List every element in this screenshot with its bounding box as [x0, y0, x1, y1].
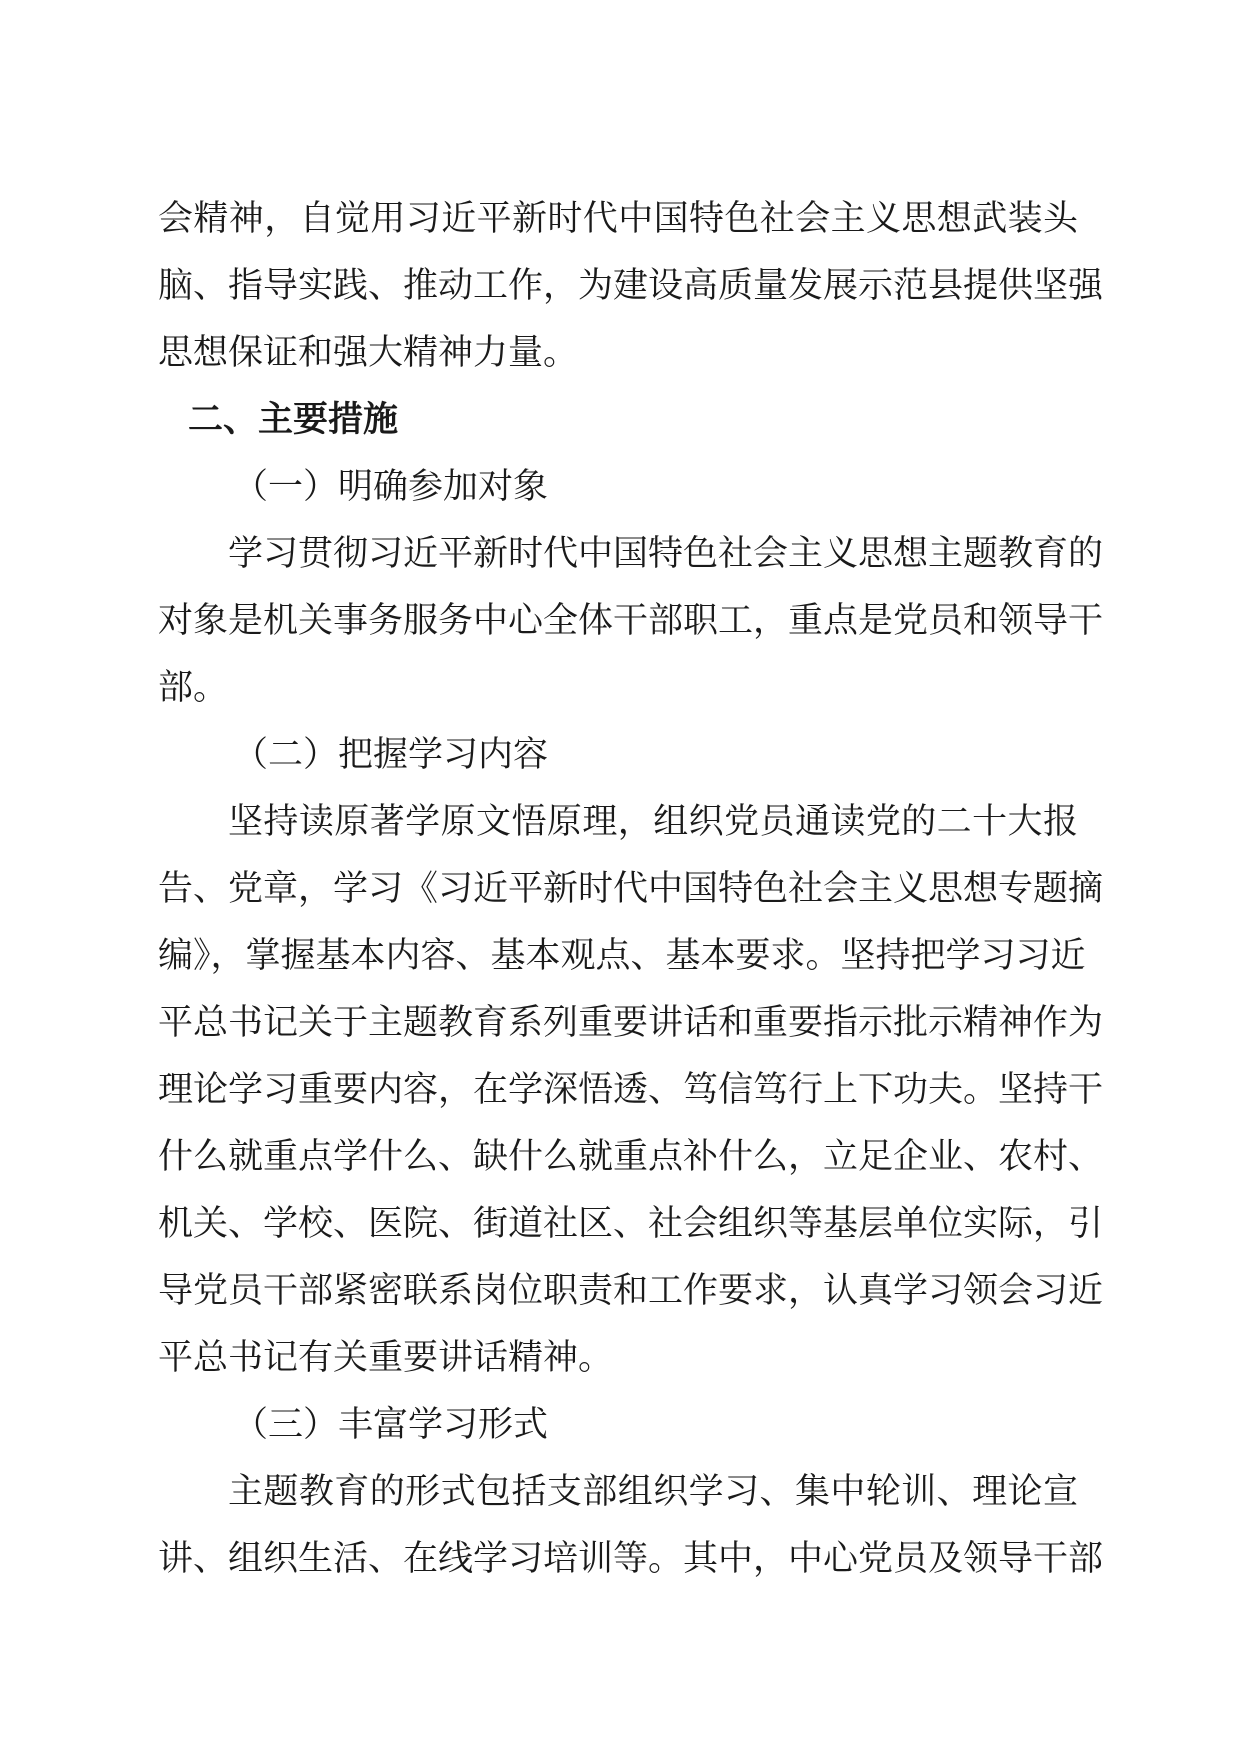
- paragraph-line: 编》，掌握基本内容、基本观点、基本要求。坚持把学习习近: [158, 936, 1086, 976]
- paragraph-line: 主题教育的形式包括支部组织学习、集中轮训、理论宣: [228, 1472, 1078, 1512]
- paragraph-line: 思想保证和强大精神力量。: [158, 333, 579, 373]
- paragraph-line: 告、党章，学习《习近平新时代中国特色社会主义思想专题摘: [158, 869, 1104, 909]
- paragraph-line: 部。: [158, 668, 229, 708]
- paragraph-line: 脑、指导实践、推动工作，为建设高质量发展示范县提供坚强: [158, 266, 1104, 306]
- paragraph-line: 机关、学校、医院、街道社区、社会组织等基层单位实际，引: [158, 1204, 1104, 1244]
- paragraph-line: 什么就重点学什么、缺什么就重点补什么，立足企业、农村、: [158, 1137, 1104, 1177]
- paragraph-line: 对象是机关事务服务中心全体干部职工，重点是党员和领导干: [158, 601, 1104, 641]
- paragraph-line: 讲、组织生活、在线学习培训等。其中，中心党员及领导干部: [158, 1539, 1104, 1579]
- paragraph-line: 导党员干部紧密联系岗位职责和工作要求，认真学习领会习近: [158, 1271, 1104, 1311]
- paragraph-line: 平总书记有关重要讲话精神。: [158, 1338, 614, 1378]
- document-body: [158, 186, 1104, 1593]
- paragraph-line: 学习贯彻习近平新时代中国特色社会主义思想主题教育的: [228, 534, 1104, 574]
- subsection-heading: （三）丰富学习形式: [233, 1405, 549, 1445]
- subsection-heading: （二）把握学习内容: [233, 735, 549, 775]
- paragraph-line: 会精神，自觉用习近平新时代中国特色社会主义思想武装头: [158, 199, 1078, 239]
- section-heading: 二、主要措施: [188, 400, 399, 440]
- paragraph-line: 坚持读原著学原文悟原理，组织党员通读党的二十大报: [228, 802, 1078, 842]
- subsection-heading: （一）明确参加对象: [233, 467, 549, 507]
- paragraph-line: 理论学习重要内容，在学深悟透、笃信笃行上下功夫。坚持干: [158, 1070, 1104, 1110]
- paragraph-line: 平总书记关于主题教育系列重要讲话和重要指示批示精神作为: [158, 1003, 1104, 1043]
